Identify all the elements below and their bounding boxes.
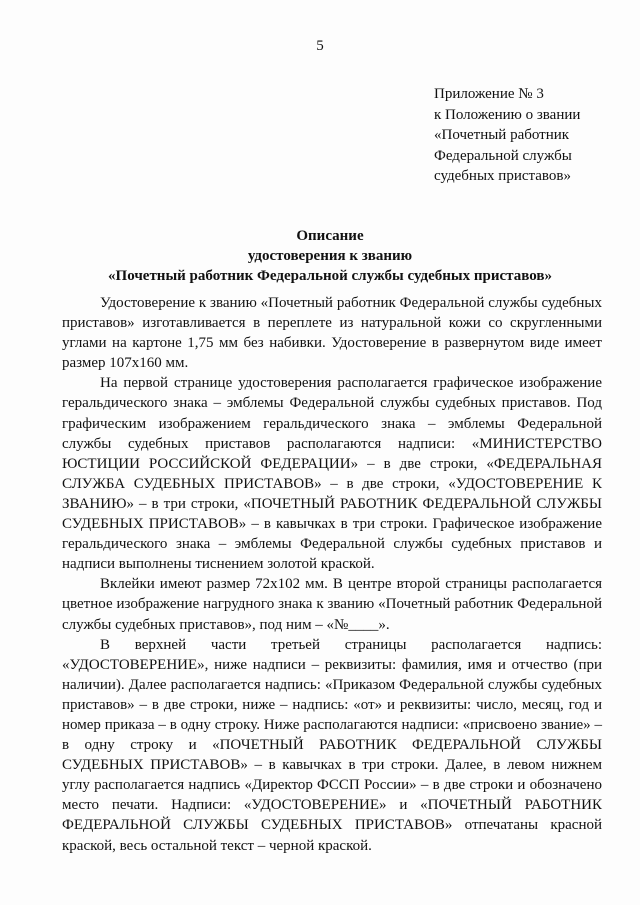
title-line: «Почетный работник Федеральной службы судебных приставов» — [108, 268, 552, 284]
appendix-block — [434, 84, 580, 187]
paragraph: На первой странице удостоверения располагается графическое изображение геральдического знака – эмблемы Федеральной службы судебных приставов. Под графическим изображением геральдического знака – эмблемы Федеральной службы судебных приставов располагаются надписи: «МИНИСТЕРСТВО ЮСТИЦИИ РОССИЙСКОЙ ФЕДЕРАЦИИ» – в две строки, «ФЕДЕРАЛЬНАЯ СЛУЖБА СУДЕБНЫХ ПРИСТАВОВ» – в две строки, «УДОСТОВЕРЕНИЕ К ЗВАНИЮ» – в три строки, «ПОЧЕТНЫЙ РАБОТНИК ФЕДЕРАЛЬНОЙ СЛУЖБЫ СУДЕБНЫХ ПРИСТАВОВ» – в кавычках в три строки. Графическое изображение геральдического знака – эмблемы Федеральной службы судебных приставов и надписи выполнены тиснением золотой краской. — [62, 375, 602, 573]
appendix-line: судебных приставов» — [434, 168, 571, 184]
title-line: Описание — [296, 228, 364, 244]
title-line: удостоверения к званию — [247, 248, 413, 264]
appendix-line: Федеральной службы — [434, 147, 572, 164]
page-number: 5 — [316, 38, 324, 54]
document-body — [62, 293, 602, 856]
paragraph: Вклейки имеют размер 72х102 мм. В центре второй страницы располагается цветное изображение нагрудного знака к званию «Почетный работник Федеральной службы судебных приставов», под ним – «№____». — [62, 576, 602, 633]
appendix-line: «Почетный работник — [434, 127, 570, 143]
paragraph: В верхней части третьей страницы располагается надпись: «УДОСТОВЕРЕНИЕ», ниже надписи – реквизиты: фамилия, имя и отчество (при наличии). Далее располагается надпись: «Приказом Федеральной службы судебных приставов» – в две строки, ниже – надпись: «от» и реквизиты: число, месяц, год и номер приказа – в одну строку. Ниже располагаются надписи: «присвоено звание» – в одну строку и «ПОЧЕТНЫЙ РАБОТНИК ФЕДЕРАЛЬНОЙ СЛУЖБЫ СУДЕБНЫХ ПРИСТАВОВ» – в кавычках в три строки. Далее, в левом нижнем углу располагается надпись «Директор ФССП России» – в две строки и обозначено место печати. Надписи: «УДОСТОВЕРЕНИЕ» и «ПОЧЕТНЫЙ РАБОТНИК ФЕДЕРАЛЬНОЙ СЛУЖБЫ СУДЕБНЫХ ПРИСТАВОВ» отпечатаны красной краской, весь остальной текст – черной краской. — [62, 636, 602, 854]
appendix-line: Приложение № 3 — [434, 86, 544, 102]
document-title — [60, 226, 600, 286]
appendix-line: к Положению о звании — [434, 106, 581, 123]
paragraph: Удостоверение к званию «Почетный работник Федеральной службы судебных приставов» изготавливается в переплете из натуральной кожи со скругленными углами на картоне 1,75 мм без набивки. Удостоверение в развернутом виде имеет размер 107х160 мм. — [62, 295, 602, 372]
